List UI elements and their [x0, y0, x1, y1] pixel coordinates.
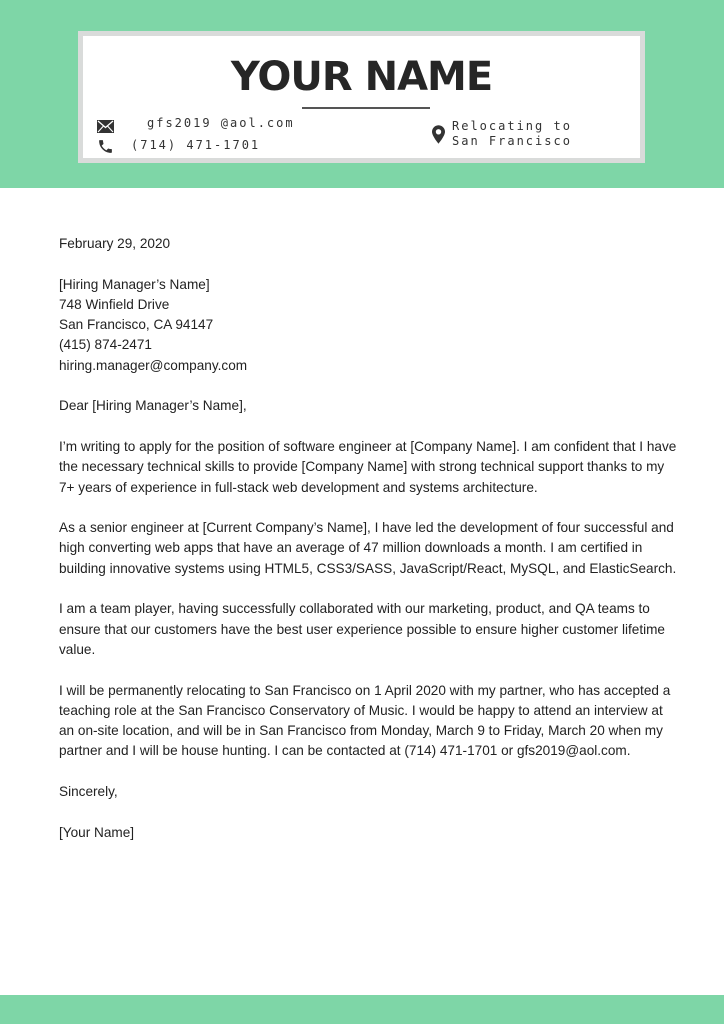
name-divider: [302, 107, 430, 109]
envelope-icon: [97, 120, 114, 133]
phone-text: (714) 471-1701: [131, 138, 261, 152]
map-pin-icon: [432, 125, 445, 144]
recipient-city: San Francisco, CA 94147: [59, 317, 214, 333]
paragraph-1: I’m writing to apply for the position of software engineer at [Company Name]. I am confident that I have the necessary technical skills to provide [Company Name] with strong technical support thanks to my 7+ years of experience in full-stack web development and systems architecture.: [59, 438, 677, 495]
recipient-block: [59, 275, 679, 376]
phone-icon: [97, 138, 114, 155]
closing: Sincerely,: [59, 784, 118, 800]
paragraph-4: I will be permanently relocating to San Francisco on 1 April 2020 with my partner, who has accepted a teaching role at the San Francisco Conservatory of Music. I would be happy to attend an interview at an on-site location, and will be in San Francisco from Monday, March 9 to Friday, March 20 when my partner and I will be house hunting. I can be contacted at (714) 471-1701 or gfs2019@aol.com.: [59, 682, 671, 759]
recipient-name: [Hiring Manager’s Name]: [59, 276, 210, 292]
salutation: Dear [Hiring Manager’s Name],: [59, 398, 247, 414]
paragraph-3: I am a team player, having successfully collaborated with our marketing, product, and QA teams to ensure that our customers have the best user experience possible to ensure higher customer lifetime value.: [59, 601, 665, 657]
footer-band: [0, 995, 724, 1024]
letter-date: February 29, 2020: [59, 236, 171, 251]
letter-body: [59, 234, 679, 863]
location-line-1: Relocating to: [452, 119, 572, 133]
recipient-email: hiring.manager@company.com: [59, 357, 248, 373]
name-box: [78, 31, 645, 163]
applicant-name: YOUR NAME: [230, 54, 493, 100]
recipient-street: 748 Winfield Drive: [59, 296, 170, 312]
signature: [Your Name]: [59, 824, 135, 840]
email-text: gfs2019 @aol.com: [147, 116, 295, 130]
location-line-2: San Francisco: [452, 134, 572, 148]
recipient-phone: (415) 874-2471: [59, 337, 152, 353]
paragraph-2: As a senior engineer at [Current Company’s Name], I have led the development of four successful and high converting web apps that have an average of 47 million downloads a month. I am certified in building innovative systems using HTML5, CSS3/SASS, JavaScript/React, MySQL, and ElasticSearch.: [59, 520, 677, 576]
